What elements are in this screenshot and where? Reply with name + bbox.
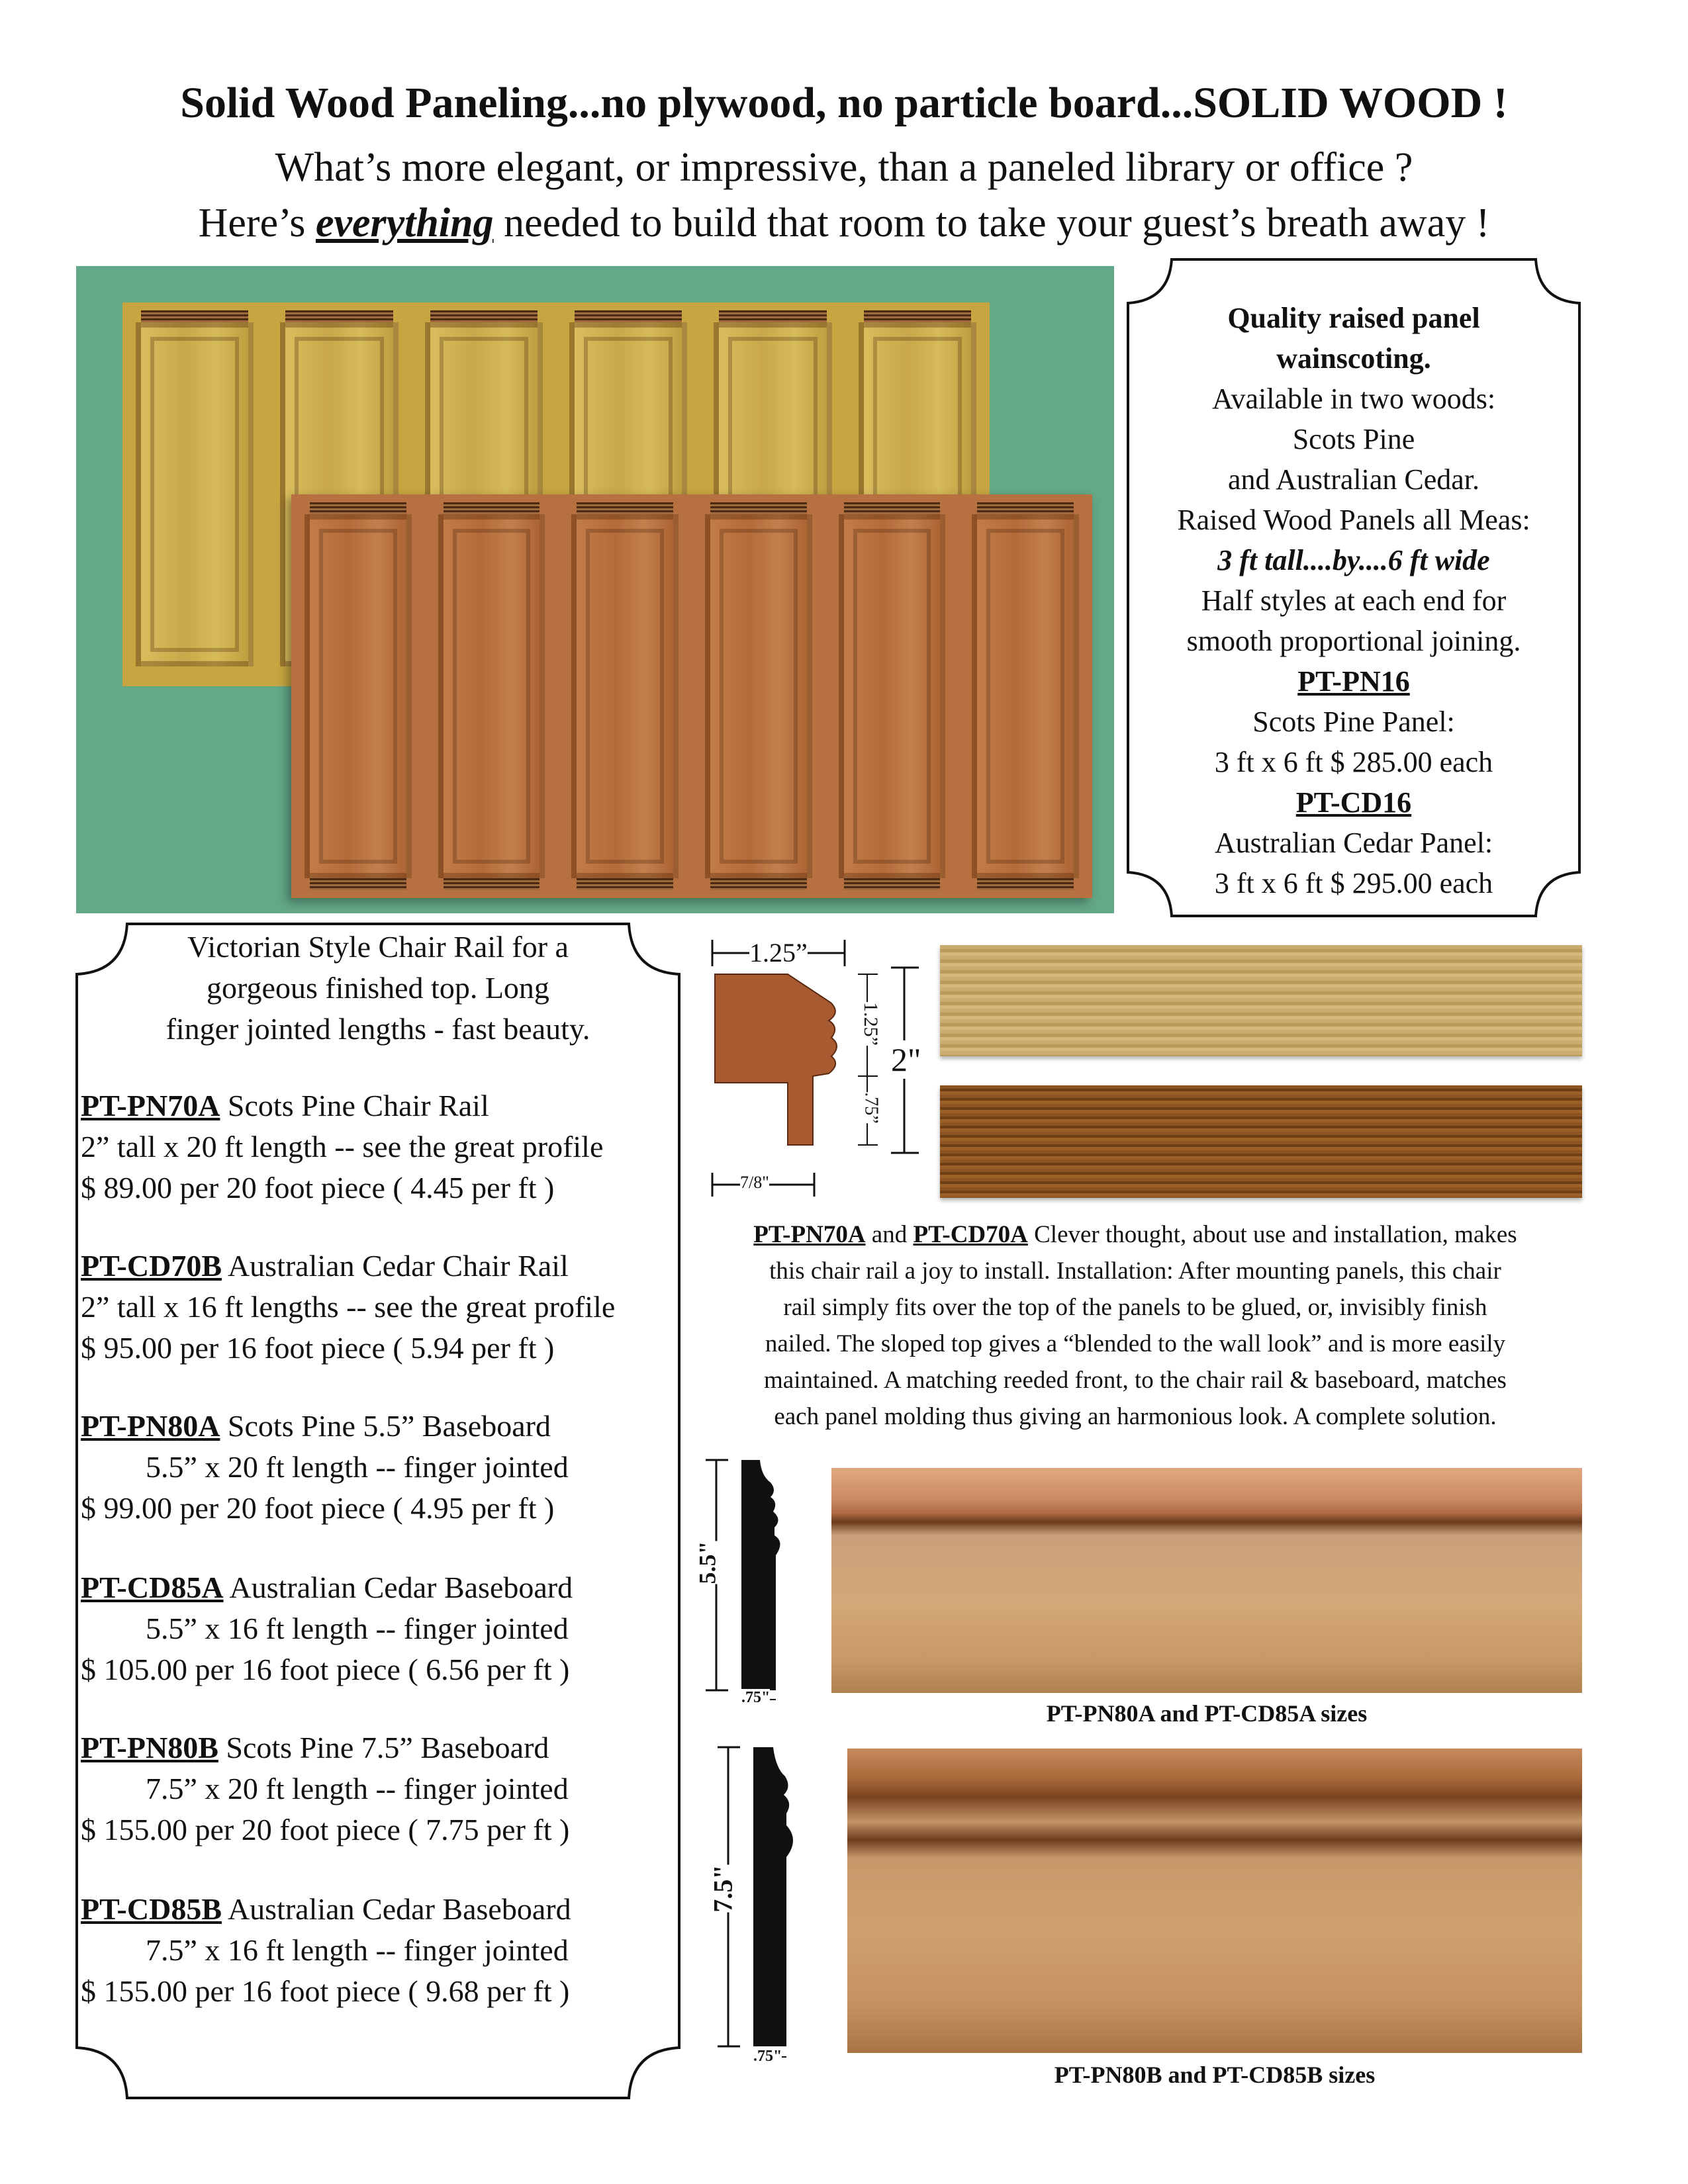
dim-top-label: 1.25” <box>749 938 808 968</box>
baseboard-b-photo <box>847 1749 1582 2053</box>
description-line: maintained. A matching reeded front, to the chair rail & baseboard, matches <box>764 1367 1507 1394</box>
quality-title-2: wainscoting. <box>1276 342 1431 375</box>
dim-right-lower-label: .75” <box>861 1092 882 1124</box>
product-spec: 5.5” x 20 ft length -- finger jointed <box>146 1450 569 1484</box>
price-item-title <box>81 1088 489 1123</box>
baseboard-b-width-label: .75" <box>753 2048 782 2065</box>
panel-dimensions: 3 ft tall....by....6 ft wide <box>1217 544 1490 576</box>
quality-box-text <box>1125 298 1582 903</box>
headline: Solid Wood Paneling...no plywood, no particle board...SOLID WOOD ! <box>180 79 1508 127</box>
price-item-title <box>81 1730 549 1765</box>
pine-chair-rail-photo <box>940 945 1582 1056</box>
dim-right-upper-label: 1.25” <box>859 1002 882 1046</box>
product-code: PT-PN70A <box>753 1221 866 1248</box>
quality-title-1: Quality raised panel <box>1227 302 1480 334</box>
baseboard-a-height-label: 5.5" <box>694 1541 721 1584</box>
product-price: 3 ft x 6 ft $ 285.00 each <box>1214 746 1493 778</box>
price-item-title <box>81 1891 571 1927</box>
baseboard-a-width-label: .75" <box>741 1689 771 1706</box>
raised-panel <box>839 514 946 878</box>
description-text: Clever thought, about use and installation, makes <box>1027 1221 1517 1248</box>
baseboard-b-caption: PT-PN80B and PT-CD85B sizes <box>1054 2062 1376 2088</box>
chair-rail-profile-diagram <box>708 927 927 1218</box>
product-price: $ 105.00 per 16 foot piece ( 6.56 per ft ) <box>81 1653 570 1686</box>
product-name: Australian Cedar Baseboard <box>222 1892 571 1926</box>
product-price: $ 95.00 per 16 foot piece ( 5.94 per ft ) <box>81 1331 555 1365</box>
product-code: PT-CD85A <box>81 1570 224 1604</box>
description-line: this chair rail a joy to install. Installation: After mounting panels, this chair <box>769 1257 1501 1285</box>
raised-panel <box>705 514 812 878</box>
dim-bottom-label: 7/8" <box>740 1173 769 1192</box>
product-name: Scots Pine 7.5” Baseboard <box>218 1731 549 1764</box>
baseboard-a-profile-diagram <box>694 1456 821 1707</box>
product-name: Australian Cedar Baseboard <box>223 1570 573 1604</box>
description-line: nailed. The sloped top gives a “blended to the wall look” and is more easily <box>765 1330 1506 1357</box>
description-and: and <box>865 1221 914 1248</box>
product-price: 3 ft x 6 ft $ 295.00 each <box>1214 867 1493 899</box>
product-price: $ 99.00 per 20 foot piece ( 4.95 per ft ) <box>81 1491 555 1525</box>
victorian-intro: finger jointed lengths - fast beauty. <box>165 1012 590 1046</box>
product-name: Scots Pine Chair Rail <box>220 1089 489 1122</box>
product-name: Australian Cedar Chair Rail <box>222 1249 569 1283</box>
victorian-price-box <box>74 921 682 2101</box>
cedar-panel-photo <box>291 494 1092 898</box>
product-spec: 7.5” x 16 ft length -- finger jointed <box>146 1933 569 1967</box>
product-price: $ 155.00 per 16 foot piece ( 9.68 per ft ) <box>81 1974 570 2008</box>
victorian-intro: gorgeous finished top. Long <box>207 971 549 1005</box>
product-name: Scots Pine Panel: <box>1252 705 1455 738</box>
price-item-title <box>81 1570 573 1605</box>
description-line: rail simply fits over the top of the panels to be glued, or, invisibly finish <box>783 1294 1487 1321</box>
product-price: $ 155.00 per 20 foot piece ( 7.75 per ft ) <box>81 1813 570 1846</box>
cedar-chair-rail-photo <box>940 1085 1582 1198</box>
baseboard-a-photo <box>831 1468 1582 1693</box>
quality-panel-box <box>1125 257 1582 919</box>
product-code: PT-PN80B <box>81 1731 218 1764</box>
chair-rail-description <box>675 1216 1595 1435</box>
subheadline: What’s more elegant, or impressive, than a paneled library or office ? <box>275 145 1413 190</box>
description-line <box>675 1216 1595 1253</box>
price-item-title <box>81 1248 569 1283</box>
product-spec: 2” tall x 16 ft lengths -- see the great profile <box>81 1290 616 1324</box>
quality-line: and Australian Cedar. <box>1227 463 1479 496</box>
baseboard-a-caption: PT-PN80A and PT-CD85A sizes <box>1046 1700 1368 1727</box>
quality-line: Available in two woods: <box>1211 383 1496 415</box>
product-spec: 2” tall x 20 ft length -- see the great profile <box>81 1130 604 1163</box>
raised-panel <box>571 514 679 878</box>
raised-panel <box>438 514 545 878</box>
description-line: each panel molding thus giving an harmonious look. A complete solution. <box>774 1403 1497 1430</box>
raised-panel <box>972 514 1079 878</box>
quality-line: Raised Wood Panels all Meas: <box>1177 504 1530 536</box>
product-code: PT-PN16 <box>1297 665 1410 698</box>
quality-line: smooth proportional joining. <box>1186 625 1521 657</box>
tagline <box>0 200 1688 247</box>
tagline-end: needed to build that room to take your guest’s breath away ! <box>493 201 1490 246</box>
product-spec: 5.5” x 16 ft length -- finger jointed <box>146 1612 569 1645</box>
product-code: PT-PN70A <box>81 1089 220 1122</box>
raised-panel <box>305 514 412 878</box>
price-item-title <box>81 1408 551 1443</box>
baseboard-b-height-label: 7.5" <box>708 1864 738 1913</box>
product-code: PT-CD85B <box>81 1892 222 1926</box>
tagline-emphasis: everything <box>315 201 494 246</box>
victorian-intro: Victorian Style Chair Rail for a <box>187 930 569 964</box>
wainscot-photo <box>76 266 1114 913</box>
product-spec: 7.5” x 20 ft length -- finger jointed <box>146 1772 569 1805</box>
quality-line: Half styles at each end for <box>1201 584 1507 617</box>
baseboard-b-profile-diagram <box>702 1741 834 2071</box>
product-name: Australian Cedar Panel: <box>1214 827 1493 859</box>
tagline-start: Here’s <box>198 201 316 246</box>
product-code: PT-PN80A <box>81 1409 220 1443</box>
product-price: $ 89.00 per 20 foot piece ( 4.45 per ft ) <box>81 1171 555 1205</box>
product-code: PT-CD70A <box>913 1221 1028 1248</box>
quality-line: Scots Pine <box>1292 423 1415 455</box>
product-code: PT-CD70B <box>81 1249 222 1283</box>
product-code: PT-CD16 <box>1295 786 1412 819</box>
raised-panel <box>136 322 254 666</box>
dim-overall-label: 2" <box>891 1041 921 1078</box>
product-name: Scots Pine 5.5” Baseboard <box>220 1409 551 1443</box>
